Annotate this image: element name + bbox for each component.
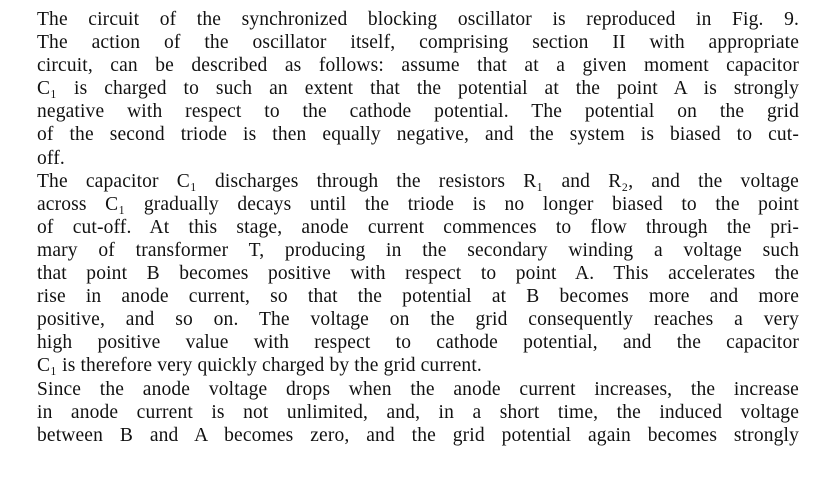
text-line-6: of the second triode is then equally negative, and the system is biased to cut- bbox=[37, 124, 799, 146]
text-line-1: The circuit of the synchronized blocking oscillator is reproduced in Fig. 9. bbox=[37, 9, 799, 30]
text-line-12: that point B becomes positive with respect to point A. This accelerates the bbox=[37, 263, 799, 285]
text-line-16: C₁ is therefore very quickly charged by the grid current. bbox=[37, 355, 482, 377]
text-line-7: off. bbox=[37, 147, 65, 169]
text-line-9: across C₁ gradually decays until the triode is no longer biased to the point bbox=[37, 193, 799, 215]
text-line-5: negative with respect to the cathode potential. The potential on the grid bbox=[37, 101, 799, 123]
text-line-13: rise in anode current, so that the potential at B becomes more and more bbox=[37, 286, 799, 308]
text-line-11: mary of transformer T, producing in the secondary winding a voltage such bbox=[37, 239, 799, 261]
text-line-14: positive, and so on. The voltage on the grid consequently reaches a very bbox=[37, 309, 799, 331]
text-line-3: circuit, can be described as follows: assume that at a given moment capacitor bbox=[37, 55, 799, 77]
text-line-17: Since the anode voltage drops when the anode current increases, the increase bbox=[37, 378, 799, 400]
text-line-15: high positive value with respect to cathode potential, and the capacitor bbox=[37, 332, 799, 354]
text-line-10: of cut-off. At this stage, anode current commences to flow through the pri- bbox=[37, 216, 799, 238]
body-text bbox=[37, 8, 799, 447]
text-line-4: C₁ is charged to such an extent that the potential at the point A is strongly bbox=[37, 78, 799, 100]
text-line-2: The action of the oscillator itself, comprising section II with appropriate bbox=[37, 32, 799, 54]
text-line-19: between B and A becomes zero, and the grid potential again becomes strongly bbox=[37, 424, 799, 446]
text-line-18: in anode current is not unlimited, and, in a short time, the induced voltage bbox=[37, 401, 799, 423]
text-line-8: The capacitor C₁ discharges through the resistors R₁ and R₂, and the voltage bbox=[37, 170, 799, 192]
